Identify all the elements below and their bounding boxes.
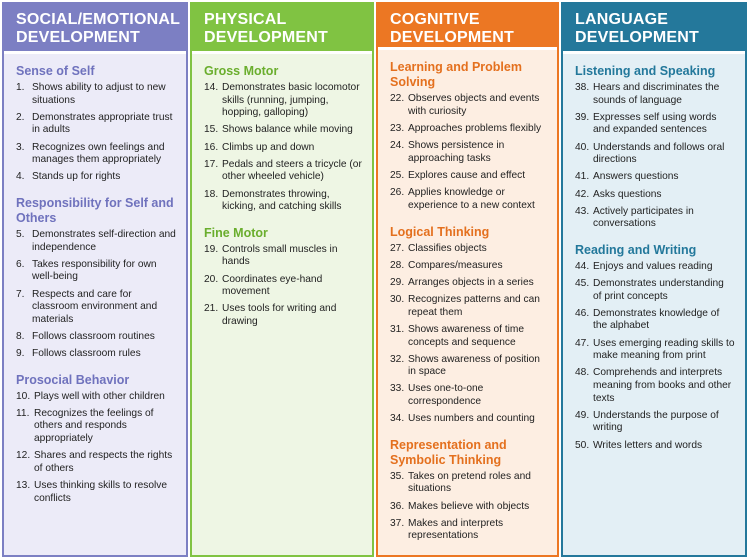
item-number: 45. <box>575 278 590 290</box>
list-item <box>204 159 362 184</box>
list-item <box>16 229 176 254</box>
item-number: 40. <box>575 141 590 153</box>
list-item <box>575 410 735 435</box>
item-number: 41. <box>575 171 590 183</box>
section <box>390 60 547 212</box>
item-number: 37. <box>390 517 405 529</box>
item-number: 26. <box>390 187 405 199</box>
item-text: Recognizes the feelings of others and responds appropriately <box>34 407 154 445</box>
section-title: Gross Motor <box>204 64 279 78</box>
list-item <box>390 260 547 273</box>
item-number: 22. <box>390 93 405 105</box>
item-number: 24. <box>390 140 405 152</box>
list-item <box>390 140 547 165</box>
list-item <box>204 274 362 299</box>
item-text: Recognizes own feelings and manages them appropriately <box>32 141 165 166</box>
list-item <box>204 244 362 269</box>
section <box>204 226 362 329</box>
item-text: Shows ability to adjust to new situations <box>32 82 166 106</box>
item-text: Expresses self using words and expanded sentences <box>593 111 717 136</box>
column-header-line: SOCIAL/EMOTIONAL <box>16 11 181 28</box>
item-text: Demonstrates self-direction and independence <box>32 228 176 253</box>
item-text: Uses numbers and counting <box>408 413 535 425</box>
list-item <box>16 450 176 475</box>
list-item <box>204 189 362 214</box>
list-item <box>390 123 547 136</box>
item-text: Coordinates eye-hand movement <box>222 273 323 298</box>
list-item <box>575 189 735 202</box>
column-language <box>561 2 747 557</box>
item-number: 8. <box>16 330 25 342</box>
development-chart <box>2 2 747 557</box>
section-title: Learning and Problem Solving <box>390 60 522 90</box>
item-text: Pedals and steers a tricycle (or other wheeled vehicle) <box>222 158 362 183</box>
list-item <box>16 331 176 344</box>
item-text: Compares/measures <box>408 259 503 271</box>
item-text: Stands up for rights <box>32 171 121 183</box>
item-number: 13. <box>16 480 31 491</box>
column-body <box>378 47 557 555</box>
item-text: Applies knowledge or experience to a new context <box>408 187 535 211</box>
item-number: 39. <box>575 111 590 123</box>
list-item <box>390 518 547 543</box>
column-header-line: PHYSICAL <box>204 11 287 28</box>
item-number: 33. <box>390 383 405 395</box>
item-number: 10. <box>16 390 31 402</box>
item-number: 35. <box>390 470 405 482</box>
list-item <box>575 206 735 231</box>
section-title: Sense of Self <box>16 64 95 78</box>
item-number: 23. <box>390 123 405 135</box>
list-item <box>204 82 362 120</box>
item-text: Uses one-to-one correspondence <box>408 383 484 408</box>
column-header-line: COGNITIVE <box>390 11 480 28</box>
item-number: 43. <box>575 205 590 217</box>
section-title: Reading and Writing <box>575 242 697 257</box>
list-item <box>16 142 176 167</box>
item-number: 46. <box>575 307 590 319</box>
item-number: 44. <box>575 260 590 272</box>
item-text: Writes letters and words <box>593 439 703 451</box>
item-text: Enjoys and values reading <box>593 260 713 272</box>
item-number: 31. <box>390 323 405 335</box>
item-number: 36. <box>390 500 405 512</box>
list-item <box>575 367 735 405</box>
list-item <box>390 294 547 319</box>
item-text: Controls small muscles in hands <box>222 243 338 268</box>
list-item <box>575 278 735 303</box>
section-title: Responsibility for Self and Others <box>16 195 174 225</box>
list-item <box>16 391 176 404</box>
item-text: Demonstrates appropriate trust in adults <box>32 111 173 136</box>
item-number: 38. <box>575 82 590 93</box>
list-item <box>16 408 176 446</box>
list-item <box>390 170 547 183</box>
column-header-line: DEVELOPMENT <box>390 29 514 46</box>
item-text: Shows awareness of time concepts and sequence <box>408 323 525 348</box>
item-number: 18. <box>204 188 219 200</box>
item-number: 28. <box>390 259 405 271</box>
section <box>575 64 735 231</box>
item-text: Climbs up and down <box>222 141 315 153</box>
item-text: Uses emerging reading skills to make meaning from print <box>593 337 735 362</box>
item-text: Shares and respects the rights of others <box>34 450 173 474</box>
item-text: Follows classroom routines <box>32 330 155 342</box>
column-cognitive <box>376 2 559 557</box>
item-text: Respects and care for classroom environment and materials <box>32 288 158 325</box>
item-number: 42. <box>575 188 590 200</box>
list-item <box>204 142 362 155</box>
item-text: Takes responsibility for own well-being <box>32 258 157 283</box>
list-item <box>575 171 735 184</box>
list-item <box>16 82 176 107</box>
section <box>390 225 547 426</box>
section-title: Representation and Symbolic Thinking <box>390 437 507 467</box>
item-number: 30. <box>390 294 405 306</box>
item-text: Demonstrates throwing, kicking, and catching skills <box>222 188 342 213</box>
item-text: Uses tools for writing and drawing <box>222 303 337 327</box>
section-title: Fine Motor <box>204 225 268 240</box>
list-item <box>390 243 547 256</box>
item-number: 48. <box>575 367 590 379</box>
list-item <box>204 303 362 328</box>
item-text: Shows awareness of position in space <box>408 353 540 378</box>
list-item <box>16 348 176 361</box>
item-number: 20. <box>204 273 219 285</box>
column-body <box>192 51 372 555</box>
section <box>390 438 547 543</box>
item-number: 29. <box>390 276 405 288</box>
item-text: Demonstrates understanding of print concepts <box>593 278 724 302</box>
item-number: 3. <box>16 141 25 153</box>
list-item <box>16 171 176 184</box>
item-text: Actively participates in conversations <box>593 205 694 230</box>
item-text: Understands and follows oral directions <box>593 141 725 166</box>
list-item <box>16 480 176 505</box>
item-text: Demonstrates basic locomotor skills (running, jumping, hopping, galloping) <box>222 82 360 119</box>
item-text: Asks questions <box>593 188 662 200</box>
column-social <box>2 2 188 557</box>
section <box>16 196 176 361</box>
section <box>204 64 362 214</box>
list-item <box>204 124 362 137</box>
list-item <box>575 308 735 333</box>
item-text: Shows balance while moving <box>222 124 353 136</box>
section <box>575 243 735 452</box>
item-number: 14. <box>204 82 219 93</box>
item-text: Makes believe with objects <box>408 500 530 512</box>
item-number: 27. <box>390 242 405 254</box>
list-item <box>16 289 176 327</box>
list-item <box>575 142 735 167</box>
column-body <box>563 51 745 555</box>
list-item <box>575 440 735 453</box>
column-header <box>563 4 745 51</box>
section-title: Prosocial Behavior <box>16 372 130 387</box>
item-number: 49. <box>575 409 590 421</box>
item-number: 16. <box>204 141 219 153</box>
column-header-line: DEVELOPMENT <box>204 29 328 46</box>
list-item <box>390 93 547 118</box>
list-item <box>390 354 547 379</box>
column-physical <box>190 2 374 557</box>
item-number: 19. <box>204 243 219 255</box>
list-item <box>390 277 547 290</box>
item-text: Demonstrates knowledge of the alphabet <box>593 307 720 332</box>
section-title: Listening and Speaking <box>575 64 716 78</box>
column-header-line: LANGUAGE <box>575 11 669 28</box>
item-number: 34. <box>390 413 405 425</box>
item-number: 32. <box>390 353 405 365</box>
item-number: 9. <box>16 348 25 360</box>
item-text: Answers questions <box>593 171 679 183</box>
list-item <box>390 383 547 408</box>
column-header <box>378 4 557 47</box>
column-header-line: DEVELOPMENT <box>575 29 699 46</box>
list-item <box>16 259 176 284</box>
list-item <box>390 187 547 212</box>
list-item <box>390 471 547 496</box>
item-number: 7. <box>16 288 25 300</box>
item-text: Approaches problems flexibly <box>408 123 542 135</box>
item-number: 1. <box>16 82 25 93</box>
item-text: Explores cause and effect <box>408 170 526 182</box>
item-text: Recognizes patterns and can repeat them <box>408 294 540 318</box>
item-text: Classifies objects <box>408 242 487 254</box>
item-text: Uses thinking skills to resolve conflicts <box>34 480 168 504</box>
section <box>16 373 176 506</box>
item-number: 11. <box>16 407 30 419</box>
section <box>16 64 176 184</box>
item-number: 2. <box>16 111 25 123</box>
item-number: 50. <box>575 439 590 451</box>
item-text: Comprehends and interprets meaning from books and other texts <box>593 367 732 404</box>
item-text: Follows classroom rules <box>32 348 141 360</box>
item-text: Understands the purpose of writing <box>593 409 719 434</box>
list-item <box>390 413 547 426</box>
item-text: Plays well with other children <box>34 390 165 402</box>
column-header <box>4 4 186 51</box>
item-number: 15. <box>204 124 219 136</box>
item-text: Shows persistence in approaching tasks <box>408 140 505 164</box>
list-item <box>575 82 735 107</box>
column-header <box>192 4 372 51</box>
item-number: 4. <box>16 171 25 183</box>
item-text: Observes objects and events with curiosity <box>408 93 540 118</box>
list-item <box>575 261 735 274</box>
section-title: Logical Thinking <box>390 224 490 239</box>
item-text: Makes and interprets representations <box>408 517 504 542</box>
item-number: 21. <box>204 303 219 315</box>
item-number: 12. <box>16 450 31 462</box>
item-text: Arranges objects in a series <box>408 276 534 288</box>
item-number: 5. <box>16 228 25 240</box>
item-text: Takes on pretend roles and situations <box>408 470 531 495</box>
list-item <box>390 501 547 514</box>
item-number: 47. <box>575 337 590 349</box>
item-number: 25. <box>390 170 405 182</box>
column-body <box>4 51 186 555</box>
column-header-line: DEVELOPMENT <box>16 29 140 46</box>
list-item <box>390 324 547 349</box>
item-number: 17. <box>204 158 219 170</box>
list-item <box>575 338 735 363</box>
item-number: 6. <box>16 258 25 270</box>
list-item <box>16 112 176 137</box>
item-text: Hears and discriminates the sounds of language <box>593 82 720 106</box>
list-item <box>575 112 735 137</box>
